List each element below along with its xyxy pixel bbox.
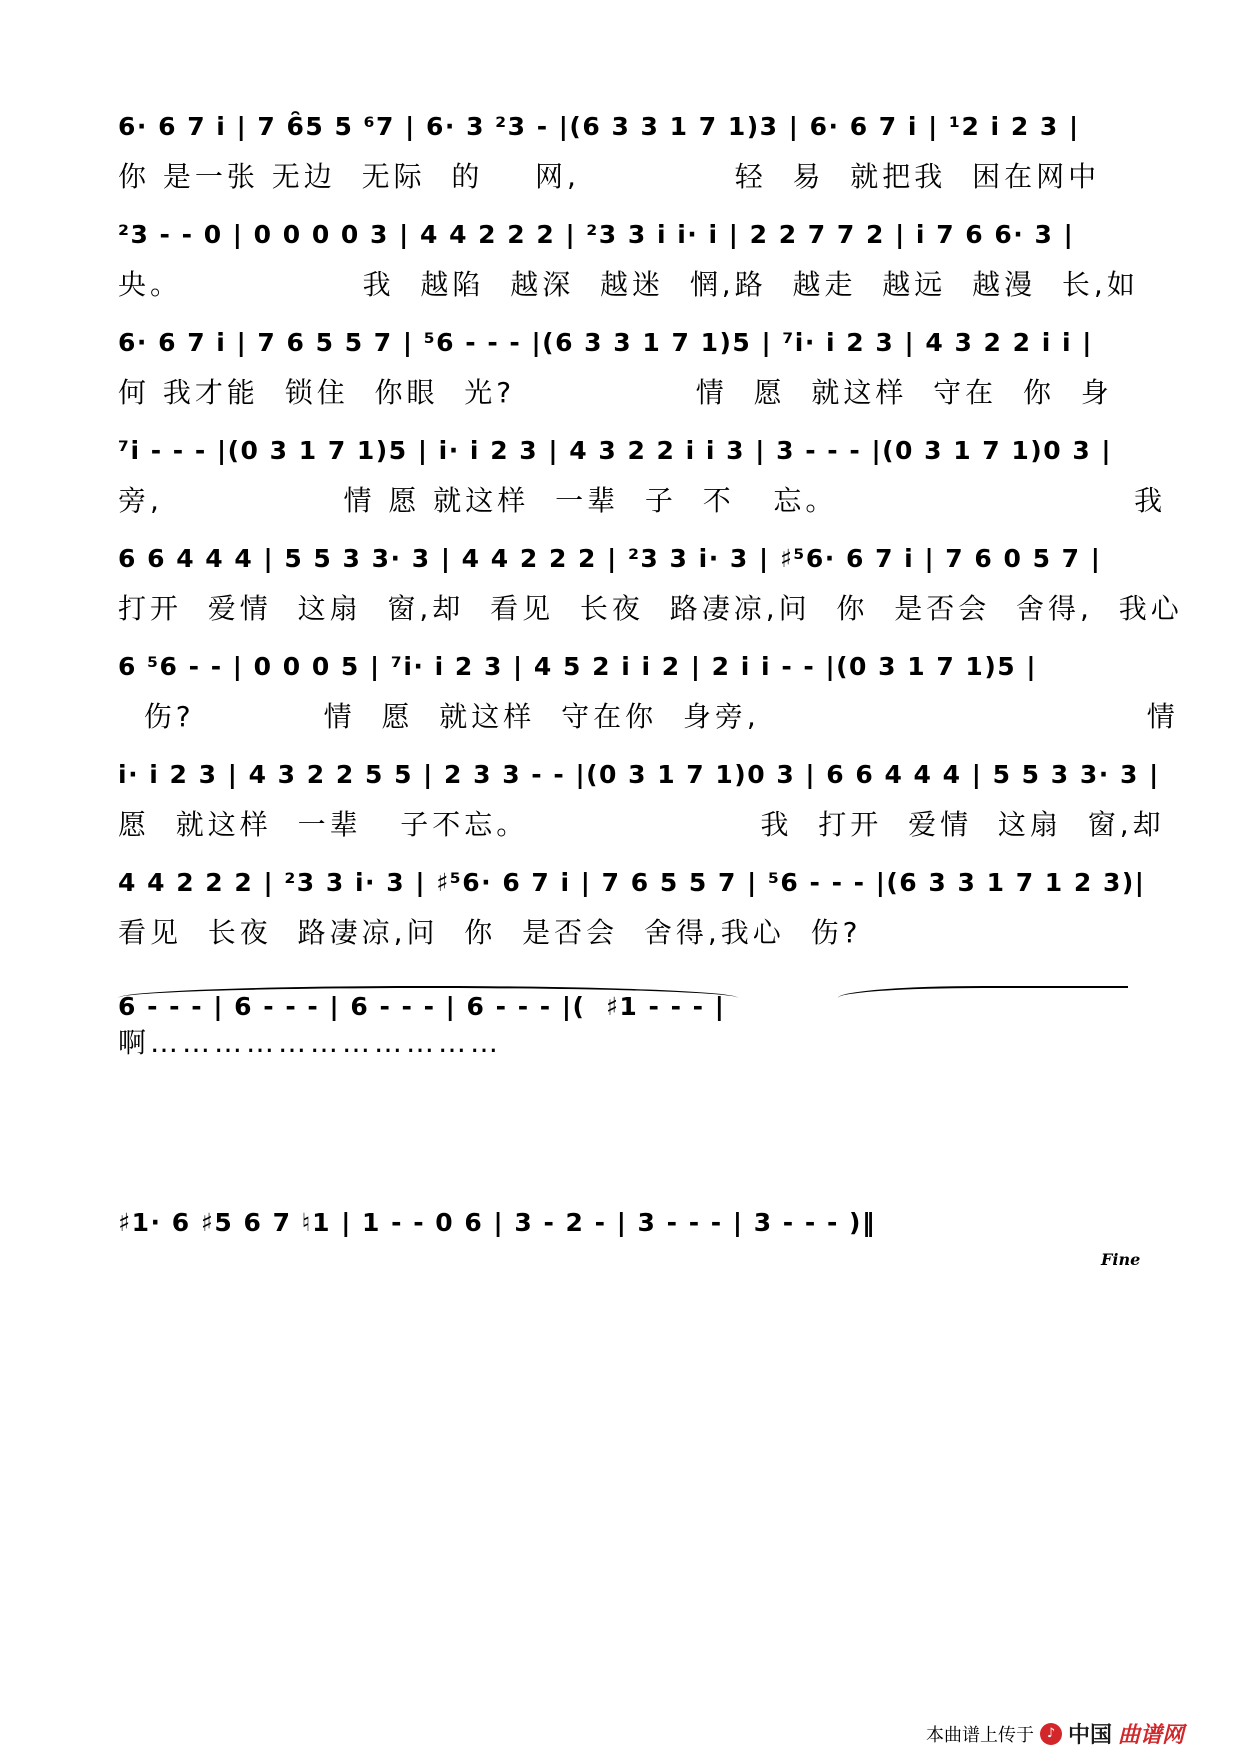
uploaded-text: 本曲谱上传于 [925, 1724, 1034, 1746]
lyrics-line-6: 伤? 情 愿 就这样 守在你 身旁, 情 [118, 700, 1179, 733]
lyrics-line-4: 旁, 情 愿 就这样 一辈 子 不 忘。 我 [118, 484, 1167, 517]
notation-line-5: 6 6 4 4 4 | 5 5 3 3· 3 | 4 4 2 2 2 | ²3 3 i· 3 | ♯⁵6· 6 7 i | 7 6 0 5 7 | [118, 544, 1102, 573]
lyrics-line-1: 你 是一张 无边 无际 的 网, 轻 易 就把我 困在网中 [118, 160, 1101, 193]
lyrics-line-5: 打开 爱情 这扇 窗,却 看见 长夜 路凄凉,问 你 是否会 舍得, 我心 [118, 592, 1183, 625]
site-name-part2: 曲谱网 [1117, 1723, 1184, 1748]
fine-mark: Fine [1101, 1250, 1141, 1269]
notation-line-7: i· i 2 3 | 4 3 2 2 5 5 | 2 3 3 - - |(0 3 1 7 1)0 3 | 6 6 4 4 4 | 5 5 3 3· 3 | [118, 760, 1160, 789]
notation-line-3: 6· 6 7 i | 7 6 5 5 7 | ⁵6 - - - |(6 3 3 1 7 1)5 | ⁷i· i 2 3 | 4 3 2 2 i i | [118, 328, 1093, 357]
notation-line-10: ♯1· 6 ♯5 6 7 ♮1 | 1 - - 0 6 | 3 - 2 - | 3 - - - | 3 - - - )‖ [118, 1208, 876, 1237]
footer-watermark[interactable] [926, 1718, 1184, 1749]
lyrics-line-3: 何 我才能 锁住 你眼 光? 情 愿 就这样 守在 你 身 [118, 376, 1113, 409]
lyrics-line-2: 央。 我 越陷 越深 越迷 惘,路 越走 越远 越漫 长,如 [118, 268, 1139, 301]
notation-line-8: 4 4 2 2 2 | ²3 3 i· 3 | ♯⁵6· 6 7 i | 7 6 5 5 7 | ⁵6 - - - |(6 3 3 1 7 1 2 3)| [118, 868, 1146, 897]
lyrics-line-7: 愿 就这样 一辈 子不忘。 我 打开 爱情 这扇 窗,却 [118, 808, 1165, 841]
notation-line-9: 6 - - - | 6 - - - | 6 - - - | 6 - - - |( ♯1 - - - | [118, 992, 726, 1021]
lyrics-line-9: 啊…………………………… [118, 1026, 503, 1059]
site-name-part1: 中国 [1067, 1723, 1112, 1748]
lyrics-line-8: 看见 长夜 路凄凉,问 你 是否会 舍得,我心 伤? [118, 916, 862, 949]
red-circle-logo-icon: ♪ [1040, 1723, 1062, 1745]
notation-line-4: ⁷i - - - |(0 3 1 7 1)5 | i· i 2 3 | 4 3 2 2 i i 3 | 3 - - - |(0 3 1 7 1)0 3 | [118, 436, 1113, 465]
notation-line-2: ²3 - - 0 | 0 0 0 0 3 | 4 4 2 2 2 | ²3 3 i i· i | 2 2 7 7 2 | i 7 6 6· 3 | [118, 220, 1075, 249]
notation-line-6: 6 ⁵6 - - | 0 0 0 5 | ⁷i· i 2 3 | 4 5 2 i i 2 | 2 i i - - |(0 3 1 7 1)5 | [118, 652, 1037, 681]
notation-line-1: 6· 6 7 i | 7 6̑5 5 ⁶7 | 6· 3 ²3 - |(6 3 3 1 7 1)3 | 6· 6 7 i | ¹2 i 2 3 | [118, 112, 1080, 141]
